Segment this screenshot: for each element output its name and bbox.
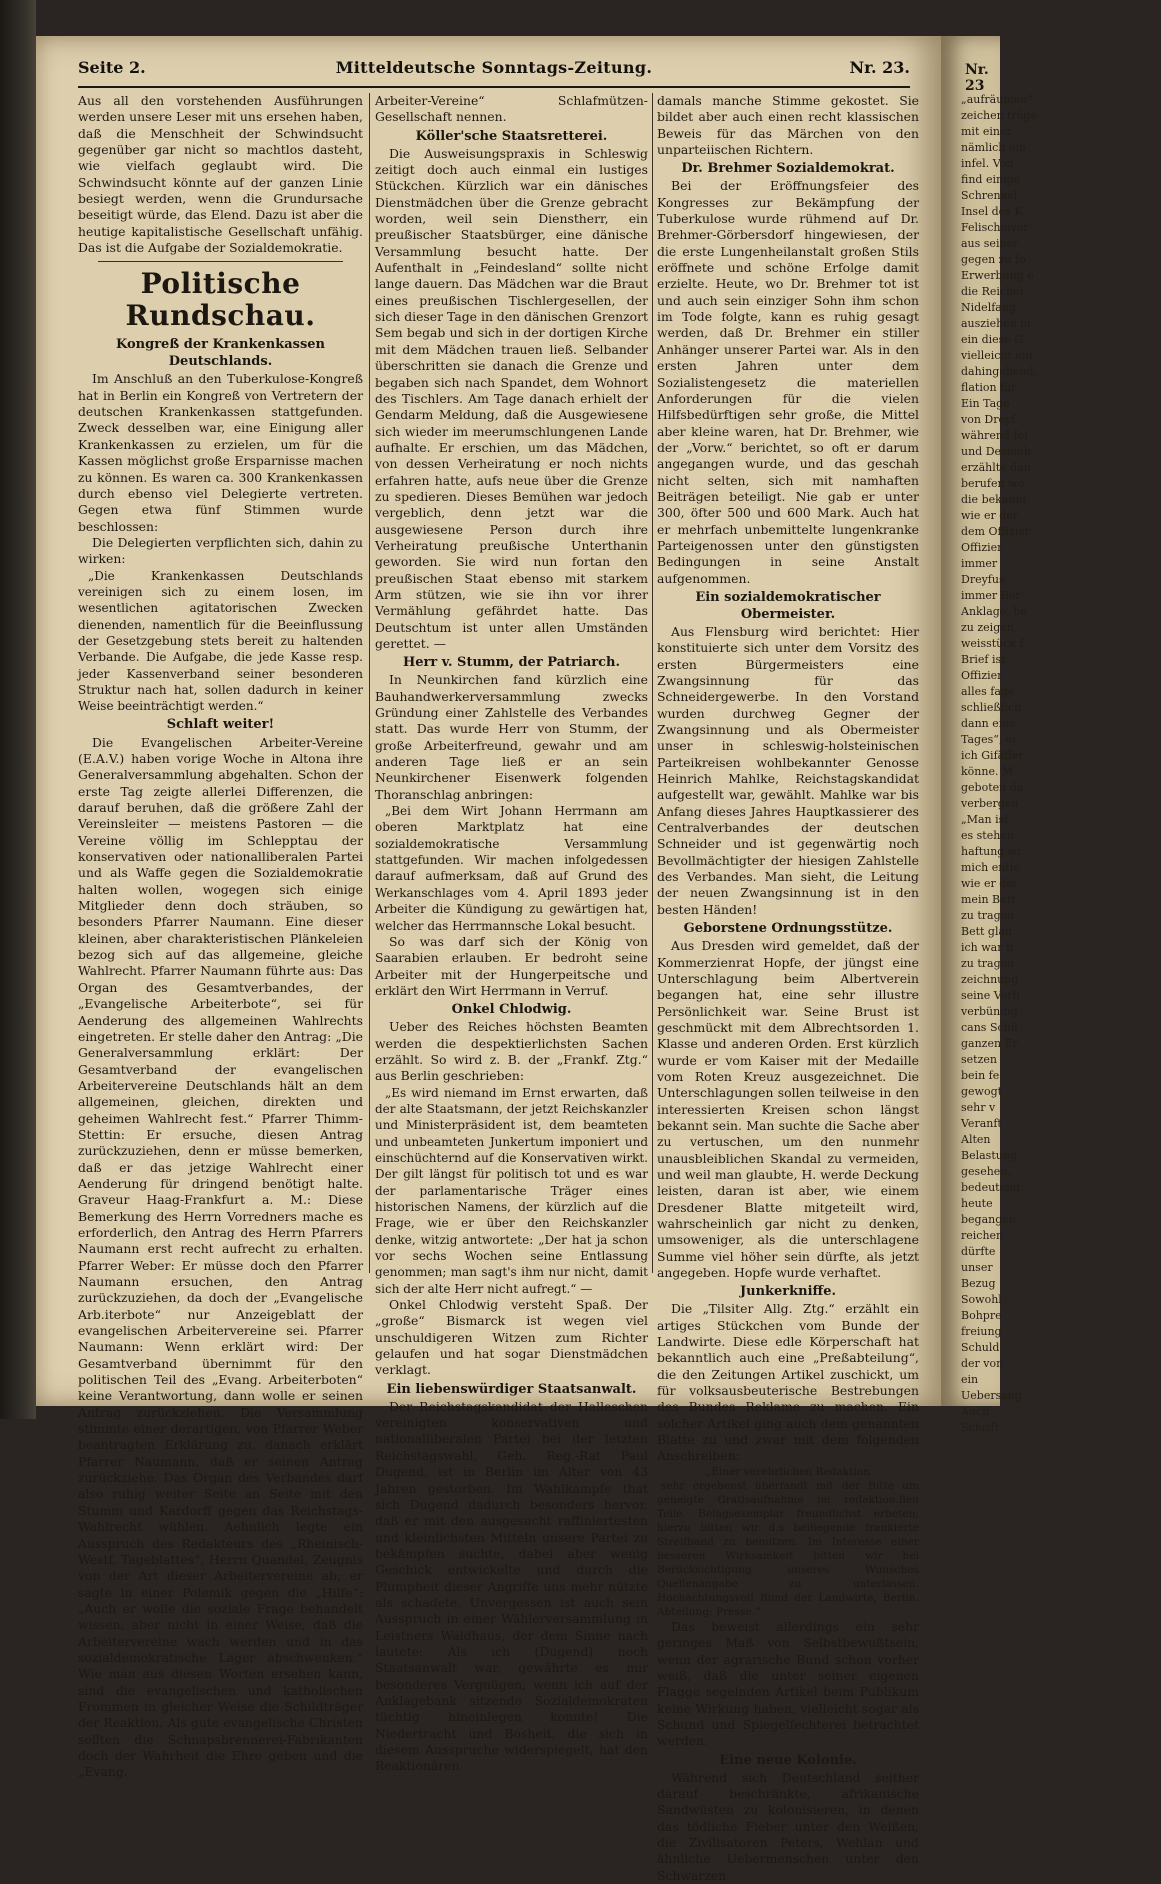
article-heading-schlaft: Schlaft weiter! [166,716,275,732]
article-heading-ordnung: Geborstene Ordnungsstütze. [683,921,893,937]
article-heading-brehmer: Dr. Brehmer Sozialdemokrat. [681,161,895,177]
intro-paragraph: Aus all den vorstehenden Ausführungen werden unsere Leser mit uns ersehen haben, daß die Menschheit der Schwindsucht gegenüber gar nicht so machtlos dasteht, wie vielfach geglaubt wird. Die Schwindsucht könnte auf der ganzen Linie besiegt werden, wenn die Grundursache beseitigt würde, das Elend. Dazu ist aber die heutige kapitalistische Gesellschaft unfähig. Das ist die Aufgabe der Sozialdemokratie. [78,93,363,256]
article-heading-staatsanwalt: Ein liebenswürdiger Staatsanwalt. [386,1381,637,1397]
binder-edge [0,0,36,1419]
article-body-junker: Die „Tilsiter Allg. Ztg.“ erzählt ein artiges Stückchen vom Bunde der Landwirte. Diese edle Körperschaft hat bekanntlich auch eine „Preßabteilung“, die den Zeitungen Artikel zuschickt, um für volksausbeuterische Bestrebungen des Bundes Reklame zu machen. Ein solcher Artikel ging auch dem genannten Blatte zu und zwar mit dem folgenden Anschreiben: [657,1301,919,1464]
quote-krankenkassen: „Die Krankenkassen Deutschlands vereinigen sich zu einem losen, im wesentlichen agitatorischen Zwecken dienenden, namentlich für die Beeinflussung der Gesetzgebung stets bereit zu haltenden Verbande. Die Aufgabe, die jede Kasse resp. jeder Kassenverband seiner besonderen Struktur nach hat, sollen dadurch in keiner Weise beeinträchtigt werden.“ [78,568,363,714]
page-header [78,58,910,84]
column-3 [657,93,919,1883]
article-body-junker-2: Das beweist allerdings ein sehr geringes Maß von Selbstbewußtsein, wenn der agrarische Bund schon vorher weiß, daß die unter seiner eigenen Flagge segelnden Artikel beim Publikum keine Wirkung haben, vielleicht sogar als Schund und Spiegelfechterei betrachtet werden. [657,1618,919,1749]
quote-onkel: „Es wird niemand im Ernst erwarten, daß der alte Staatsmann, der jetzt Reichskanzler und Ministerpräsident ist, dem beamteten und unbeamteten Junkertum imponiert und einschüchternd auf die Konservativen wirkt. Der gilt längst für politisch tot und es war der parlamentarische Träger eines historischen Namens, der kürzlich auf die Frage, wie er über den Reichskanzler denke, witzig antwortete: „Der hat ja schon vor sechs Wochen seine Entlassung genommen; man sagt's ihm nur nicht, damit sich der alte Herr nicht aufregt.“ — [375,1085,648,1296]
column-divider-2 [652,93,653,1273]
issue-number: Nr. 23. [849,58,910,77]
article-body-kolonie: Während sich Deutschland seither darauf beschränkte, afrikanische Sandwüsten zu kolonisieren, in denen das tödliche Fieber unter den Weißen, die Zivilisatoren Peters, Wehlan und ähnliche Uebermenschen unter den Schwarzen [657,1769,919,1883]
article-body-staatsanwalt: Der Reichstagskandidat der Halleschen vereinigten konservativen und nationalliberalen Partei bei der letzten Reichstagswahl, Geh. Reg.-Rat Paul Dugend, ist in Berlin im Alter von 43 Jahren gestorben. Im Wahlkampfe that sich Dugend dadurch besonders hervor, daß er mit den ausgesucht raffiniertesten und kleinlichsten Mitteln unsere Partei zu bekämpfen suchte, dabei aber wenig Geschick entwickelte und durch die Plumpheit dieser Angriffe uns mehr nützte als schadete. Unvergessen ist auch sein Ausspruch in einer Wählerversammlung in Leistners Waldhaus, der dem Sinne nach lautete: Als ich (Dugend) noch Staatsanwalt war, gewährte es mir besonderes Vergnügen, wenn ich auf der Anklagebank sitzende Sozialdemokraten tüchtig hineinlegen konnte! Die Niedertracht und Bosheit, die sich in diesem Ausspruche widerspiegelt, hat den Reaktionären [375,1398,648,1774]
article-body-onkel-2: Onkel Chlodwig versteht Spaß. Der „große“ Bismarck ist wegen viel unschuldigeren Witzen zum Richter gelaufen und hat sogar Dienstmädchen verklagt. [375,1297,648,1378]
article-heading-kolonie: Eine neue Kolonie. [719,1752,857,1768]
quote-junker: sehr ergebenst überfandt mit der Bitte um geneigte Gratisaufnahme im redaktion.llen Teile. Belagsexemplar freundlichst erbeten; hierzu bitten wir d.s beiliegende frankierte Streifband zu benutzen. Im Interesse einer besseren Wirksamkeit bitten wir bei Berücksichtigung unseres Wunsches Quellenangabe zu unterlassen. Hochachtungsvoll Bund der Landwirte, Berlin. Abteilung: Presse.“ [657,1479,919,1618]
continued-paragraph: damals manche Stimme gekostet. Sie bildet aber auch einen recht klassischen Beweis für das Märchen von den unparteiischen Richtern. [657,93,919,158]
newspaper-title: Mitteldeutsche Sonntags-Zeitung. [335,58,653,77]
column-2 [375,93,648,1774]
article-body-onkel: Ueber des Reiches höchsten Beamten werden die despektierlichsten Sachen erzählt. So wird z. B. der „Frankf. Ztg.“ aus Berlin geschrieben: [375,1019,648,1084]
adjacent-page-number: Nr. 23 [965,62,989,94]
article-heading-kongress: Kongreß der Krankenkassen Deutschlands. [115,337,326,370]
article-body-delegierten: Die Delegierten verpflichten sich, dahin zu wirken: [78,534,363,567]
article-heading-junker: Junkerkniffe. [739,1284,837,1300]
section-title: Politische Rundschau. [125,267,316,333]
separator [98,261,343,262]
page-label: Seite 2. [78,58,146,77]
adjacent-page-fragments: „aufräumen“ zeichen träge mit einer nämlich ein infel. Von find einige Schrenkel Insel des K Felischeiver aus seiner gegen zu fo Erwerbung e die Reicher Nidelfang ausziehen m ein diese G vielleicht ein dahingehend, flation für Ein Tage von Dreyf während fei und Dezemb erzählte dan berufen wo die bekannt wie er der dem Offizier Offizier immer Dreyfus immer Ber Anklage, be zu zeigen, weisstück f Brief ist Offizier alles fage schließlich dann eine Tages“, ei ich Gifäffer könne. M geboten da verbergen „Man ist es stehen haftung wi mich entle wie er die mein Bett zu tragen Bett glau ich war h zu tragen zeichnung seine Verh verbündig cans Schü ganzen Er setzen bein fe gewogt sehr v Veranft Alten Belastung gesehen, bedeutend heute begangen reichen dürfte unser Bezug Sowohl Bohpre freiung Schuld der von ein Uebersang Auch Schrift [961,93,1038,1434]
article-heading-stumm: Herr v. Stumm, der Patriarch. [402,655,621,671]
column-divider-1 [369,93,370,1273]
quote-stumm: „Bei dem Wirt Johann Herrmann am oberen Marktplatz hat eine sozialdemokratische Versammlung stattgefunden. Wir machen infolgedessen darauf aufmerksam, daß auf Grund des Werkanschlages vom 4. April 1893 jeder Arbeiter die Kündigung zu gewärtigen hat, welcher das Herrmannsche Lokal besucht. [375,804,648,933]
column-1 [78,93,363,1780]
article-body-ordnung: Aus Dresden wird gemeldet, daß der Kommerzienrat Hopfe, der jüngst eine Unterschlagung beim Albertverein begangen hat, eine sehr illustre Persönlichkeit war. Seine Brust ist geschmückt mit dem Albrechtsorden 1. Klasse und anderen Orden. Erst kürzlich wurde er vom Kaiser mit der Medaille vom Roten Kreuz ausgezeichnet. Die Unterschlagungen sollen teilweise in den interessierten Kreisen schon längst bekannt sein. Man suchte die Sache aber zu vertuschen, um den nunmehr unausbleiblichen Skandal zu vermeiden, und weil man glaubte, H. werde Deckung leisten, daran ist aber, wie einem Dresdener Blatte mitgeteilt wird, wahrscheinlich gar nicht zu denken, umsoweniger, als die unterschlagene Summe viel höher sein dürfte, als jetzt angegeben. Hopfe wurde verhaftet. [657,938,919,1281]
article-body-koeller: Die Ausweisungspraxis in Schleswig zeitigt doch auch einmal ein lustiges Stückchen. Kürzlich war ein dänisches Dienstmädchen über die Grenze gebracht worden, weil sein Dienstherr, ein preußischer Staatsbürger, eine dänische Versammlung besucht hatte. Der Aufenthalt in „Feindesland“ sollte nicht lange dauern. Das Mädchen war die Braut eines preußischen Tischlergesellen, der sich dieser Tage in den dänischen Grenzort Sem begab und sich in der dortigen Kirche mit dem Mädchen trauen ließ. Selbander überschritten sie danach die Grenze und begaben sich nach Spandet, dem Wohnort des Tischlers. Am Tage danach erhielt der Gendarm Meldung, daß die Ausgewiesene sich wieder im meerumschlungenen Lande aufhalte. Er erschien, um das Mädchen, von dessen Verheiratung er noch nichts erfahren hatte, aufs neue über die Grenze zu spedieren. Dieses Bemühen war jedoch vergeblich, denn jetzt war die ausgewiesene Person durch ihre Verheiratung preußische Unterthanin geworden. Sie wird nun fortan den preußischen Staat ebenso mit starkem Arm stützen, wie sie ihn vor ihrer Vermählung gefährdet hatte. Das Deutschtum ist unter allen Umständen gerettet. — [375,145,648,651]
article-body-brehmer: Bei der Eröffnungsfeier des Kongresses zur Bekämpfung der Tuberkulose wurde rühmend auf Dr. Brehmer-Görbersdorf hingewiesen, der die erste Lungenheilanstalt großen Stils eröffnete und schöne Erfolge damit erzielte. Heute, wo Dr. Brehmer tot ist und auch sein einziger Sohn ihm schon im Tode folgte, kann es ruhig gesagt werden, daß Dr. Brehmer ein stiller Anhänger unserer Partei war. Als in den ersten Jahren unter dem Sozialistengesetz die materiellen Anforderungen für die vielen Hilfsbedürftigen sehr große, die Mittel aber kleine waren, hat Dr. Brehmer, wie der „Vorw.“ berichtet, so oft er darum angegangen wurde, und das geschah nicht selten, sich mit namhaften Beiträgen beteiligt. Nie gab er unter 300, öfter 500 und 600 Mark. Auch hat er mehrfach unbemittelte lungenkranke Parteigenossen unter den günstigsten Bedingungen in seine Anstalt aufgenommen. [657,178,919,586]
article-body-stumm: In Neunkirchen fand kürzlich eine Bauhandwerkerversammlung zwecks Gründung einer Zahlstelle des Verbandes statt. Das wurde Herr von Stumm, der große Arbeiterfreund, gewahr und am anderen Tage ließ er an sein Neunkirchener Eisenwerk folgenden Thoranschlag anbringen: [375,672,648,802]
header-rule [78,86,910,88]
article-heading-obermeister: Ein sozialdemokratischer Obermeister. [695,589,881,622]
article-body-schlaft: Die Evangelischen Arbeiter-Vereine (E.A.V.) haben vorige Woche in Altona ihre Generalversammlung abgehalten. Schon der erste Tag zeigte allerlei Differenzen, die darauf beruhen, daß die größere Zahl der Vereinsleiter — meistens Pastoren — die Vereine völlig im Schlepptau der konservativen oder nationalliberalen Partei und als Waffe gegen die Sozialdemokratie halten wollen, wogegen sich einige Mitglieder denn doch sträuben, so besonders Pfarrer Naumann. Eine dieser kleinen, aber charakteristischen Plänkeleien bezog sich auf das allgemeine, gleiche Wahlrecht. Pfarrer Naumann führte aus: Das Organ des Gesamtverbandes, der „Evangelische Arbeiterbote“, sei für Aenderung des allgemeinen Wahlrechts eingetreten. Er stelle daher den Antrag: „Die Generalversammlung erklärt: Der Gesamtverband der evangelischen Arbeitervereine Deutschlands hält an dem allgemeinen, gleichen, direkten und geheimen Wahlrecht fest.“ Pfarrer Thimm-Stettin: Er ersuche, diesen Antrag zurückzuziehen, denn er müsse bemerken, daß er das jetzige Wahlrecht einer Aenderung für dringend benötigt halte. Graveur Haag-Frankfurt a. M.: Diese Bemerkung des Herrn Vorredners mache es erforderlich, den Antrag des Herrn Pfarrers Naumann erst recht aufrecht zu erhalten. Pfarrer Weber: Er müsse doch den Pfarrer Naumann ersuchen, den Antrag zurückzuziehen, da doch der „Evangelische Arb.iterbote“ nur Anzeigeblatt der evangelischen Arbeitervereine sei. Pfarrer Naumann: Wenn erklärt wird: Der Gesamtverband übernimmt für den politischen Teil des „Evang. Arbeiterboten“ keine Verantwortung, dann wolle er seinen Antrag zurückziehen. Die Versammlung stimmte einer derartigen, von Pfarrer Weber beantragten Erklärung zu, danach erklärt Pfarrer Naumann, daß er seinen Antrag zurückziehe. Das Organ des Verbandes darf also ruhig weiter Seite an Seite mit den Stumm und Kardorff gegen das Reichstags-Wahlrecht wühlen. Aehnlich legte ein Ausspruch des Redakteurs des „Rheinisch-Westf. Tageblattes“, Herrn Quandel, Zeugnis von der Art dieser Arbeitervereine ab; er sagte in einer Polemik gegen die „Hilfe“: „Auch er wolle die soziale Frage behandelt wissen, aber nicht in einer Weise, daß die Arbeitervereine wach werden und in das sozialdemokratische Lager abschwenken.“ Wie man aus diesen Worten ersehen kann, sind die evangelischen und katholischen Frommen in gleicher Weise die Schildträger der Reaktion. Als gute evangelische Christen sollten die Schnapsbrennerei-Fabrikanten doch der Wahrheit die Ehre geben und die „Evang. [78,734,363,1780]
article-body-obermeister: Aus Flensburg wird berichtet: Hier konstituierte sich unter dem Vorsitz des ersten Bürgermeisters eine Zwangsinnung für das Schneidergewerbe. In den Vorstand wurden durchweg Gegner der Zwangsinnung und als Obermeister unser in schleswig-holsteinischen Parteikreisen wohlbekannter Genosse Heinrich Mahlke, Reichstagskandidat aufgestellt war, gewählt. Mahlke war bis Anfang dieses Jahres Hauptkassierer des Centralverbandes der deutschen Schneider und ist gegenwärtig noch Bevollmächtigter der hiesigen Zahlstelle des Verbandes. Man sieht, die Leitung der neuen Zwangsinnung ist in den besten Händen! [657,623,919,917]
article-heading-onkel: Onkel Chlodwig. [451,1002,572,1018]
continued-paragraph: Arbeiter-Vereine“ Schlafmützen-Gesellschaft nennen. [375,93,648,125]
quote-junker-title: „Einer verehrlichen Redaktion [705,1465,871,1478]
adjacent-page-edge [941,36,1038,1434]
article-body-kongress: Im Anschluß an den Tuberkulose-Kongreß hat in Berlin ein Kongreß von Vertretern der deutschen Krankenkassen stattgefunden. Zweck desselben war, eine Einigung aller Krankenkassen zu erzielen, um für die Kassen möglichst große Ersparnisse machen zu können. Es waren ca. 300 Krankenkassen durch ebenso viel Delegierte vertreten. Gegen etwa fünf Stimmen wurde beschlossen: [78,371,363,534]
article-heading-koeller: Köller'sche Staatsretterei. [415,128,608,144]
article-body-stumm-2: So was darf sich der König von Saarabien erlauben. Er bedroht seine Arbeiter mit der Hungerpeitsche und erklärt den Wirt Herrmann in Verruf. [375,933,648,998]
